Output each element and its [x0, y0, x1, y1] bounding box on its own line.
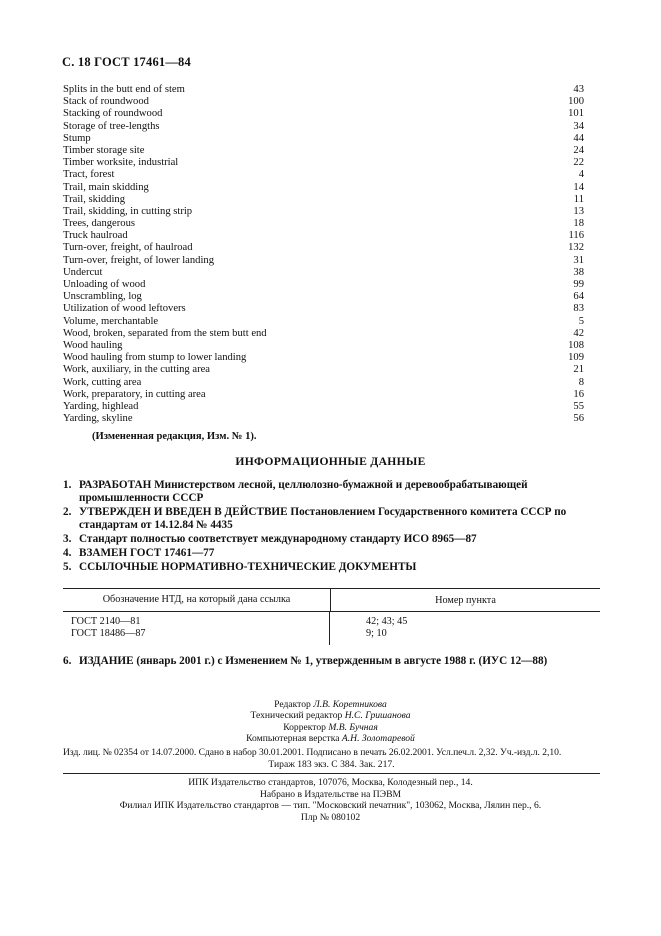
index-entry: [63, 121, 584, 133]
edition-item: [63, 655, 603, 667]
index-number: 109: [568, 352, 584, 364]
item-lead: УТВЕРЖДЕН И ВВЕДЕН В ДЕЙСТВИЕ: [79, 506, 288, 518]
reference-table-header: [63, 588, 600, 612]
index-term: Work, cutting area: [63, 376, 142, 388]
publisher-line: Набрано в Издательстве на ПЭВМ: [260, 788, 401, 800]
index-number: 108: [568, 339, 584, 351]
credit-name: Л.В. Коретникова: [313, 699, 387, 710]
divider: [63, 773, 600, 774]
col-doc-header: Обозначение НТД, на который дана ссылка: [63, 589, 331, 611]
index-term: Turn-over, freight, of haulroad: [63, 242, 193, 254]
index-term: Stack of roundwood: [63, 96, 149, 108]
index-number: 44: [573, 132, 584, 144]
info-item: [63, 533, 603, 546]
index-entry: [63, 218, 584, 230]
index-entry: [63, 316, 584, 328]
info-item: [63, 547, 603, 560]
index-number: 21: [573, 364, 584, 376]
item-rest: Стандарт полностью соответствует международному стандарту ИСО 8965—87: [79, 533, 477, 545]
credit-name: А.Н. Золотаревой: [341, 732, 415, 744]
index-number: 18: [573, 218, 584, 230]
index-term: Undercut: [63, 266, 103, 278]
index-number: 116: [568, 230, 584, 242]
index-number: 64: [573, 291, 584, 303]
index-entry: [63, 377, 584, 389]
term-index: [63, 84, 584, 425]
info-item: [63, 479, 603, 505]
reference-table: [63, 588, 600, 645]
index-term: Trail, skidding: [63, 193, 126, 205]
index-number: 24: [573, 144, 584, 156]
credit-role: Компьютерная верстка: [246, 732, 340, 744]
reference-table-body: [63, 612, 600, 645]
index-term: Yarding, highlead: [63, 400, 139, 412]
index-entry: [63, 133, 584, 145]
index-term: Trail, skidding, in cutting strip: [63, 205, 193, 217]
index-number: 16: [573, 388, 584, 400]
ref-points: 9; 10: [366, 627, 387, 639]
index-term: Wood hauling from stump to lower landing: [63, 352, 247, 364]
index-number: 83: [573, 303, 584, 315]
edition-text: ИЗДАНИЕ (январь 2001 г.) с Изменением № 1, утвержденным в августе 1988 г. (ИУС 12—88): [79, 655, 548, 667]
info-item: [63, 561, 603, 574]
index-number: 55: [573, 400, 584, 412]
item-number: 1.: [63, 479, 72, 491]
item-number: 4.: [63, 547, 72, 559]
index-entry: [63, 145, 584, 157]
print-info-line: Изд. лиц. № 02354 от 14.07.2000. Сдано в набор 30.01.2001. Подписано в печать 26.02.2001. Усл.печ.л. 2,32. Уч.-изд.л. 2,10.: [63, 747, 562, 758]
publisher-line: ИПК Издательство стандартов, 107076, Москва, Колодезный пер., 14.: [188, 777, 473, 788]
item-lead: РАЗРАБОТАН: [79, 479, 152, 491]
index-term: Turn-over, freight, of lower landing: [63, 254, 214, 266]
col-points-header: Номер пункта: [435, 594, 496, 606]
index-number: 100: [568, 96, 584, 108]
index-entry: [63, 230, 584, 242]
index-term: Stump: [63, 132, 91, 144]
index-entry: [63, 84, 584, 96]
index-entry: [63, 96, 584, 108]
item-number: 3.: [63, 533, 72, 545]
publisher-line: Филиал ИПК Издательство стандартов — тип. "Московский печатник", 103062, Москва, Лялин пер., 6.: [119, 800, 542, 812]
index-term: Timber worksite, industrial: [63, 157, 179, 169]
index-entry: [63, 267, 584, 279]
index-number: 38: [573, 266, 584, 278]
index-term: Splits in the butt end of stem: [63, 84, 185, 95]
amendment-note: (Измененная редакция, Изм. № 1).: [92, 431, 257, 442]
credit-line: [0, 710, 661, 721]
index-entry: [63, 279, 584, 291]
item-rest: Министерством лесной, целлюлозно-бумажной и деревообрабатывающей промышленности СССР: [79, 479, 528, 504]
index-entry: [63, 389, 584, 401]
index-number: 8: [578, 376, 584, 388]
credit-name: М.В. Бучная: [328, 721, 378, 733]
item-text: [79, 506, 603, 532]
publisher-line: Плр № 080102: [300, 811, 361, 823]
index-entry: [63, 206, 584, 218]
index-number: 31: [573, 254, 584, 266]
item-rest: Постановлением Государственного комитета СССР по стандартам от 14.12.84 № 4435: [79, 506, 567, 531]
info-list: [63, 479, 603, 575]
ref-points: 42; 43; 45: [366, 616, 408, 627]
index-term: Wood, broken, separated from the stem butt end: [63, 327, 267, 339]
index-number: 14: [573, 181, 584, 193]
index-number: 99: [573, 279, 584, 290]
index-number: 22: [573, 157, 584, 169]
info-item: [63, 506, 603, 532]
index-number: 11: [573, 193, 584, 205]
item-text: [79, 561, 603, 574]
index-number: 13: [573, 205, 584, 217]
index-entry: [63, 194, 584, 206]
info-section-title: ИНФОРМАЦИОННЫЕ ДАННЫЕ: [235, 455, 426, 468]
index-term: Stacking of roundwood: [63, 108, 163, 120]
index-term: Work, preparatory, in cutting area: [63, 388, 206, 400]
page-header: С. 18 ГОСТ 17461—84: [62, 55, 191, 69]
print-info: [63, 747, 600, 770]
item-text: [79, 547, 603, 560]
index-entry: [63, 182, 584, 194]
index-number: 43: [573, 84, 584, 95]
points-column: [330, 612, 600, 645]
index-number: 4: [578, 169, 584, 181]
credit-line: [0, 699, 661, 710]
ref-doc: ГОСТ 18486—87: [71, 627, 146, 639]
index-term: Wood hauling: [63, 339, 123, 351]
credit-name: Н.С. Гришанова: [344, 710, 411, 722]
index-entry: [63, 303, 584, 315]
index-term: Unloading of wood: [63, 279, 146, 290]
index-term: Storage of tree-lengths: [63, 120, 160, 132]
index-entry: [63, 401, 584, 413]
item-number: 5.: [63, 561, 72, 573]
index-term: Work, auxiliary, in the cutting area: [63, 364, 211, 376]
index-entry: [63, 328, 584, 340]
credit-role: Технический редактор: [250, 710, 343, 722]
index-term: Yarding, skyline: [63, 413, 133, 425]
index-term: Unscrambling, log: [63, 291, 142, 303]
index-entry: [63, 169, 584, 181]
index-term: Volume, merchantable: [63, 315, 159, 327]
credit-line: [0, 722, 661, 733]
index-term: Timber storage site: [63, 144, 145, 156]
item-lead: ВЗАМЕН ГОСТ 17461—77: [79, 547, 215, 559]
index-entry: [63, 352, 584, 364]
index-entry: [63, 340, 584, 352]
item-text: [79, 533, 603, 546]
index-entry: [63, 108, 584, 120]
index-entry: [63, 242, 584, 254]
index-entry: [63, 364, 584, 376]
index-number: 34: [573, 120, 584, 132]
index-term: Tract, forest: [63, 169, 115, 181]
credit-role: Корректор: [283, 721, 326, 733]
index-entry: [63, 291, 584, 303]
item-lead: ССЫЛОЧНЫЕ НОРМАТИВНО-ТЕХНИЧЕСКИЕ ДОКУМЕНТЫ: [79, 561, 417, 573]
index-number: 42: [573, 327, 584, 339]
index-number: 5: [578, 315, 584, 327]
item-number: 2.: [63, 506, 72, 518]
ref-doc: ГОСТ 2140—81: [71, 616, 141, 627]
index-term: Truck haulroad: [63, 230, 128, 242]
index-term: Trees, dangerous: [63, 218, 135, 230]
credit-role: Редактор: [274, 699, 311, 710]
index-term: Utilization of wood leftovers: [63, 303, 186, 315]
print-run-line: Тираж 183 экз. С 384. Зак. 217.: [268, 758, 395, 770]
index-number: 132: [568, 242, 584, 254]
index-term: Trail, main skidding: [63, 181, 149, 193]
index-entry: [63, 255, 584, 267]
item-number: 6.: [63, 655, 72, 667]
doc-column: [63, 612, 330, 645]
index-entry: [63, 157, 584, 169]
item-text: [79, 479, 603, 505]
index-entry: [63, 413, 584, 425]
credits-block: [0, 699, 661, 744]
credit-line: [0, 733, 661, 744]
publisher-block: [0, 777, 661, 823]
index-number: 101: [568, 108, 584, 120]
index-number: 56: [573, 413, 584, 425]
